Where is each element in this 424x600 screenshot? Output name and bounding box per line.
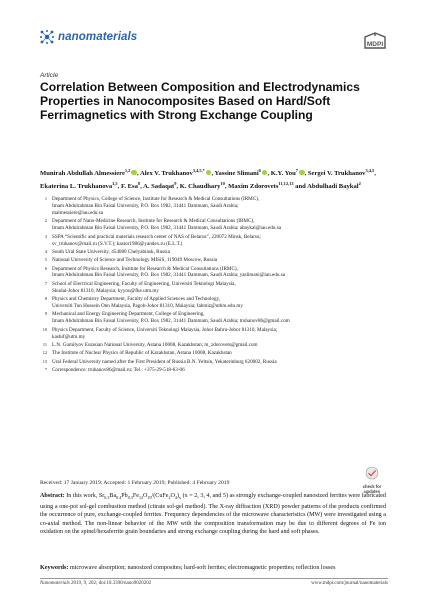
affiliation-line: The Institute of Nuclear Physics of Republic of Kazakhstan, Astana 10008, Kazakhstan — [52, 350, 232, 357]
author-affiliation-ref: 3,4,5 — [365, 168, 375, 173]
formula-sub: 19 — [147, 495, 152, 501]
keywords-text: microwave absorption; nanosized composites; hard-soft ferrites; electromagnetic properties; reflection losses — [69, 565, 336, 571]
affiliation-line: malmessiere@iau.edu.sa — [52, 209, 103, 216]
affiliation-line: sv_truhanov@mail.ru (S.V.T.); kastor1986@yandex.ru (E.L.T.) — [52, 240, 183, 247]
affiliation-item — [40, 249, 386, 256]
affiliation-text — [52, 296, 386, 310]
affiliation-text — [52, 311, 386, 325]
affiliation-item — [40, 367, 386, 374]
formula-part: Pb — [121, 493, 128, 499]
author — [140, 170, 213, 177]
abstract-label: Abstract: — [40, 493, 65, 499]
affiliation-text — [52, 350, 386, 357]
affiliation-item — [40, 327, 386, 341]
affiliation-text — [52, 249, 386, 256]
author — [143, 180, 179, 190]
check-updates-icon — [356, 466, 388, 480]
author-name: Maxim Zdorovets — [228, 182, 279, 190]
affiliation-number: 4 — [44, 248, 47, 254]
formula-sub: 4 — [174, 495, 177, 501]
formula-part: O — [143, 493, 148, 499]
author-affiliation-ref: 7 — [295, 168, 298, 173]
author-list — [40, 166, 386, 192]
affiliation-item — [40, 218, 386, 232]
affiliation-number: 2 — [44, 218, 47, 224]
footer-journal: Nanomaterials — [40, 581, 70, 586]
author-separator: , — [211, 170, 214, 178]
affiliation-text — [52, 266, 386, 280]
formula-sub: 0.4 — [116, 495, 122, 501]
affiliation-line: Department of Physics, College of Science, Institute for Research & Medical Consultations (IRMC), — [52, 196, 260, 202]
affiliation-text — [52, 342, 386, 349]
affiliation-line: Skudai-Johor 81310, Malaysia; kyyou@fke.utm.my — [52, 287, 159, 294]
affiliation-number: * — [44, 367, 47, 373]
author — [120, 180, 142, 190]
affiliation-line: Department of Nano-Medicine Research, Institute for Research & Medical Consultations (IRMC), — [52, 218, 255, 225]
affiliation-line: National University of Science and Technology MISiS, 119049 Moscow, Russia — [52, 257, 218, 264]
affiliation-number: 7 — [44, 280, 47, 286]
affiliation-item — [40, 350, 386, 357]
nanomaterials-icon — [40, 30, 54, 44]
author-affiliation-ref: 3,5 — [112, 180, 118, 186]
author — [271, 170, 306, 177]
publication-dates: Received: 17 January 2019; Accepted: 1 February 2019; Published: 4 February 2019 — [40, 480, 230, 486]
author-affiliation-ref: 1,2 — [124, 168, 131, 173]
author — [307, 180, 361, 190]
affiliation-text — [52, 367, 386, 374]
formula-part: ) — [176, 493, 179, 499]
affiliation-gap — [40, 374, 386, 375]
affiliation-item — [40, 342, 386, 349]
affiliation-text — [52, 327, 386, 341]
affiliation-text — [52, 218, 386, 232]
formula-sub: 0.3 — [127, 495, 133, 501]
affiliation-text — [52, 196, 386, 217]
author-name: Alex V. Trukhanov — [139, 170, 193, 178]
affiliation-number: 12 — [42, 350, 47, 356]
author-separator: , — [140, 182, 142, 190]
affiliation-line: Ural Federal University named after the First President of Russia B.N. Yeltsin, Yekaterinburg 620002, Russia — [52, 358, 277, 365]
affiliation-line: Mechanical and Energy Engineering Department, College of Engineering, — [52, 311, 205, 318]
affiliation-number: 11 — [42, 342, 47, 348]
affiliation-item — [40, 311, 386, 325]
affiliation-line: School of Electrical Engineering, Faculty of Engineering, Universiti Teknologi Malaysia, — [52, 280, 236, 287]
footer-citation-text: 2019, 9, 202; doi:10.3390/nano9020202 — [69, 581, 152, 586]
author-name: A. Sadaqat — [143, 182, 175, 190]
affiliation-line: Physics Department, Faculty of Science, Universiti Teknologi Malaysia, Johor Bahru-Johor 81310, Malaysia; — [52, 326, 278, 333]
affiliation-line: SSPA “Scientific and practical materials research center of NAS of Belarus”, 220072 Minsk, Belarus; — [52, 233, 261, 240]
formula-part: Fe — [132, 493, 139, 499]
affiliation-number: 3 — [44, 233, 47, 239]
affiliation-line: kashif@utm.my — [52, 333, 86, 340]
affiliation-number: 1 — [44, 196, 47, 201]
footer-divider — [40, 578, 388, 579]
author-separator: , — [117, 182, 120, 190]
author-separator: , — [374, 170, 376, 178]
author — [215, 170, 270, 177]
formula-part: Ba — [109, 493, 117, 499]
journal-logo — [40, 30, 137, 44]
affiliation-line: Imam Abdulrahman Bin Faisal University, P.O. Box 1982, 31441 Dammam, Saudi Arabia; truhanov86@gmail.com — [52, 318, 290, 325]
affiliation-line: Correspondence: truhanov86@mail.ru; Tel.: +375-29-518-63-06 — [52, 367, 185, 374]
author-affiliation-ref: 8 — [137, 180, 141, 186]
author-affiliation-ref: 10 — [220, 180, 225, 186]
author — [228, 180, 306, 190]
affiliation-item — [40, 234, 386, 248]
affiliation-line: Imam Abdulrahman Bin Faisal University, P.O. Box 1982, 31441 Dammam, Saudi Arabia; abaykal@iau.edu.sa — [52, 225, 281, 232]
author — [40, 180, 120, 190]
affiliation-item — [40, 196, 386, 217]
check-for-updates-badge[interactable] — [356, 466, 388, 494]
author-affiliation-ref: 3,4,5,* — [192, 168, 205, 173]
affiliation-number: 13 — [42, 358, 47, 364]
affiliation-text — [52, 281, 386, 295]
formula-sub: 12 — [138, 495, 144, 501]
author-affiliation-ref: 11,12,13 — [278, 180, 294, 186]
author-name: Ekaterina L. Trukhanova — [40, 182, 113, 190]
formula-sub: 0.3 — [104, 495, 110, 501]
author-affiliation-ref: 9 — [174, 180, 177, 186]
abstract-text-pre: In this work, Sr — [66, 493, 105, 499]
affiliation-line: Physics and Chemistry Department, Faculty of Applied Sciences and Technology, — [52, 296, 221, 303]
page-header — [40, 30, 388, 56]
affiliation-line: South Ural State University, 454080 Chelyabinsk, Russia — [52, 248, 170, 255]
author-name: K.Y. You — [270, 170, 296, 178]
affiliation-line: Universiti Tun Hussein Onn Malaysia, Pagoh-Johor 81310, Malaysia; fahmiz@uthm.edu.my — [52, 303, 243, 310]
affiliation-number: 10 — [42, 326, 47, 332]
affiliation-item — [40, 359, 386, 366]
author-separator: , — [304, 170, 307, 178]
formula-sub: 2 — [168, 495, 171, 501]
author-separator: , — [176, 182, 179, 190]
author-separator: , — [136, 170, 139, 178]
abstract-text-rest: (x = 2, 3, 4, and 5) as strongly exchange-coupled nanosized ferrites were fabricated using a one-pot sol-gel combustion method (citrate sol-gel method). The X-ray diffraction (XRD) powder patterns of the products confirmed the occurrence of pure, exchange-coupled ferrites. Frequency dependencies of the microwave characteristics (MW) were investigated using a co-axial method. The non-linear behavior of the MW with the composition transformation may be due to different degrees of Fe ion oxidation on the spinel/hexaferrite grain boundaries and strong exchange coupling during the hard and soft phases. — [40, 493, 386, 536]
affiliation-item — [40, 281, 386, 295]
affiliation-number: 9 — [44, 311, 47, 317]
author-separator: and — [293, 182, 306, 190]
affiliation-item — [40, 296, 386, 310]
affiliation-item — [40, 266, 386, 280]
author-name: Yassine Slimani — [214, 170, 259, 178]
mdpi-logo — [362, 32, 388, 55]
author-affiliation-ref: 6 — [258, 168, 261, 173]
footer-url[interactable]: www.mdpi.com/journal/nanomaterials — [311, 581, 388, 586]
affiliation-line: Department of Physics Research, Institute for Research & Medical Consultations (IRMC), — [52, 265, 238, 272]
keywords — [40, 564, 386, 573]
author — [308, 170, 376, 177]
affiliation-line: Imam Abdulrahman Bin Faisal University, P.O. Box 1982, 31441 Dammam, Saudi Arabia; yaslimani@iau.edu.sa — [52, 272, 285, 279]
affiliation-item — [40, 257, 386, 264]
affiliations — [40, 196, 386, 375]
check-updates-line2: updates — [363, 488, 381, 494]
footer-citation — [40, 581, 151, 586]
author — [179, 180, 227, 190]
formula-part: O — [170, 493, 175, 499]
affiliation-text — [52, 257, 386, 264]
mdpi-logo-text: MDPI — [366, 41, 384, 48]
author-name: Munirah Abdullah Almessiere — [40, 170, 125, 178]
author — [40, 170, 139, 177]
affiliation-number: 5 — [44, 257, 47, 263]
author-name: F. Esa — [120, 182, 138, 190]
author-affiliation-ref: 2 — [358, 180, 361, 186]
author-separator: , — [224, 182, 227, 190]
author-name: K. Chaudhary — [179, 182, 221, 190]
article-type: Article — [40, 72, 59, 79]
affiliation-text — [52, 234, 386, 248]
affiliation-text — [52, 359, 386, 366]
author-name: Sergei V. Trukhanov — [307, 170, 366, 178]
keywords-label: Keywords: — [40, 565, 69, 571]
journal-name: nanomaterials — [58, 31, 138, 43]
author-name: Abdulhadi Baykal — [307, 182, 359, 190]
formula-sub: x — [179, 495, 182, 501]
formula-part: /(CuFe — [151, 493, 169, 499]
check-updates-line1: check for — [362, 484, 382, 489]
affiliation-line: L.N. Gumilyov Eurasian National University, Astana 10008, Kazakhstan; m_zdorovets@gmail.com — [52, 342, 258, 349]
affiliation-number: 6 — [44, 265, 47, 271]
affiliation-number: 8 — [44, 296, 47, 302]
article-title: Correlation Between Composition and Electrodynamics Properties in Nanocomposites Based on Hard/Soft Ferrimagnetics with Strong Exchange Coupling — [40, 80, 360, 123]
affiliation-line: Imam Abdulrahman Bin Faisal University, P.O. Box 1982, 31441 Dammam, Saudi Arabia; — [52, 202, 239, 209]
author-separator: , — [267, 170, 270, 178]
